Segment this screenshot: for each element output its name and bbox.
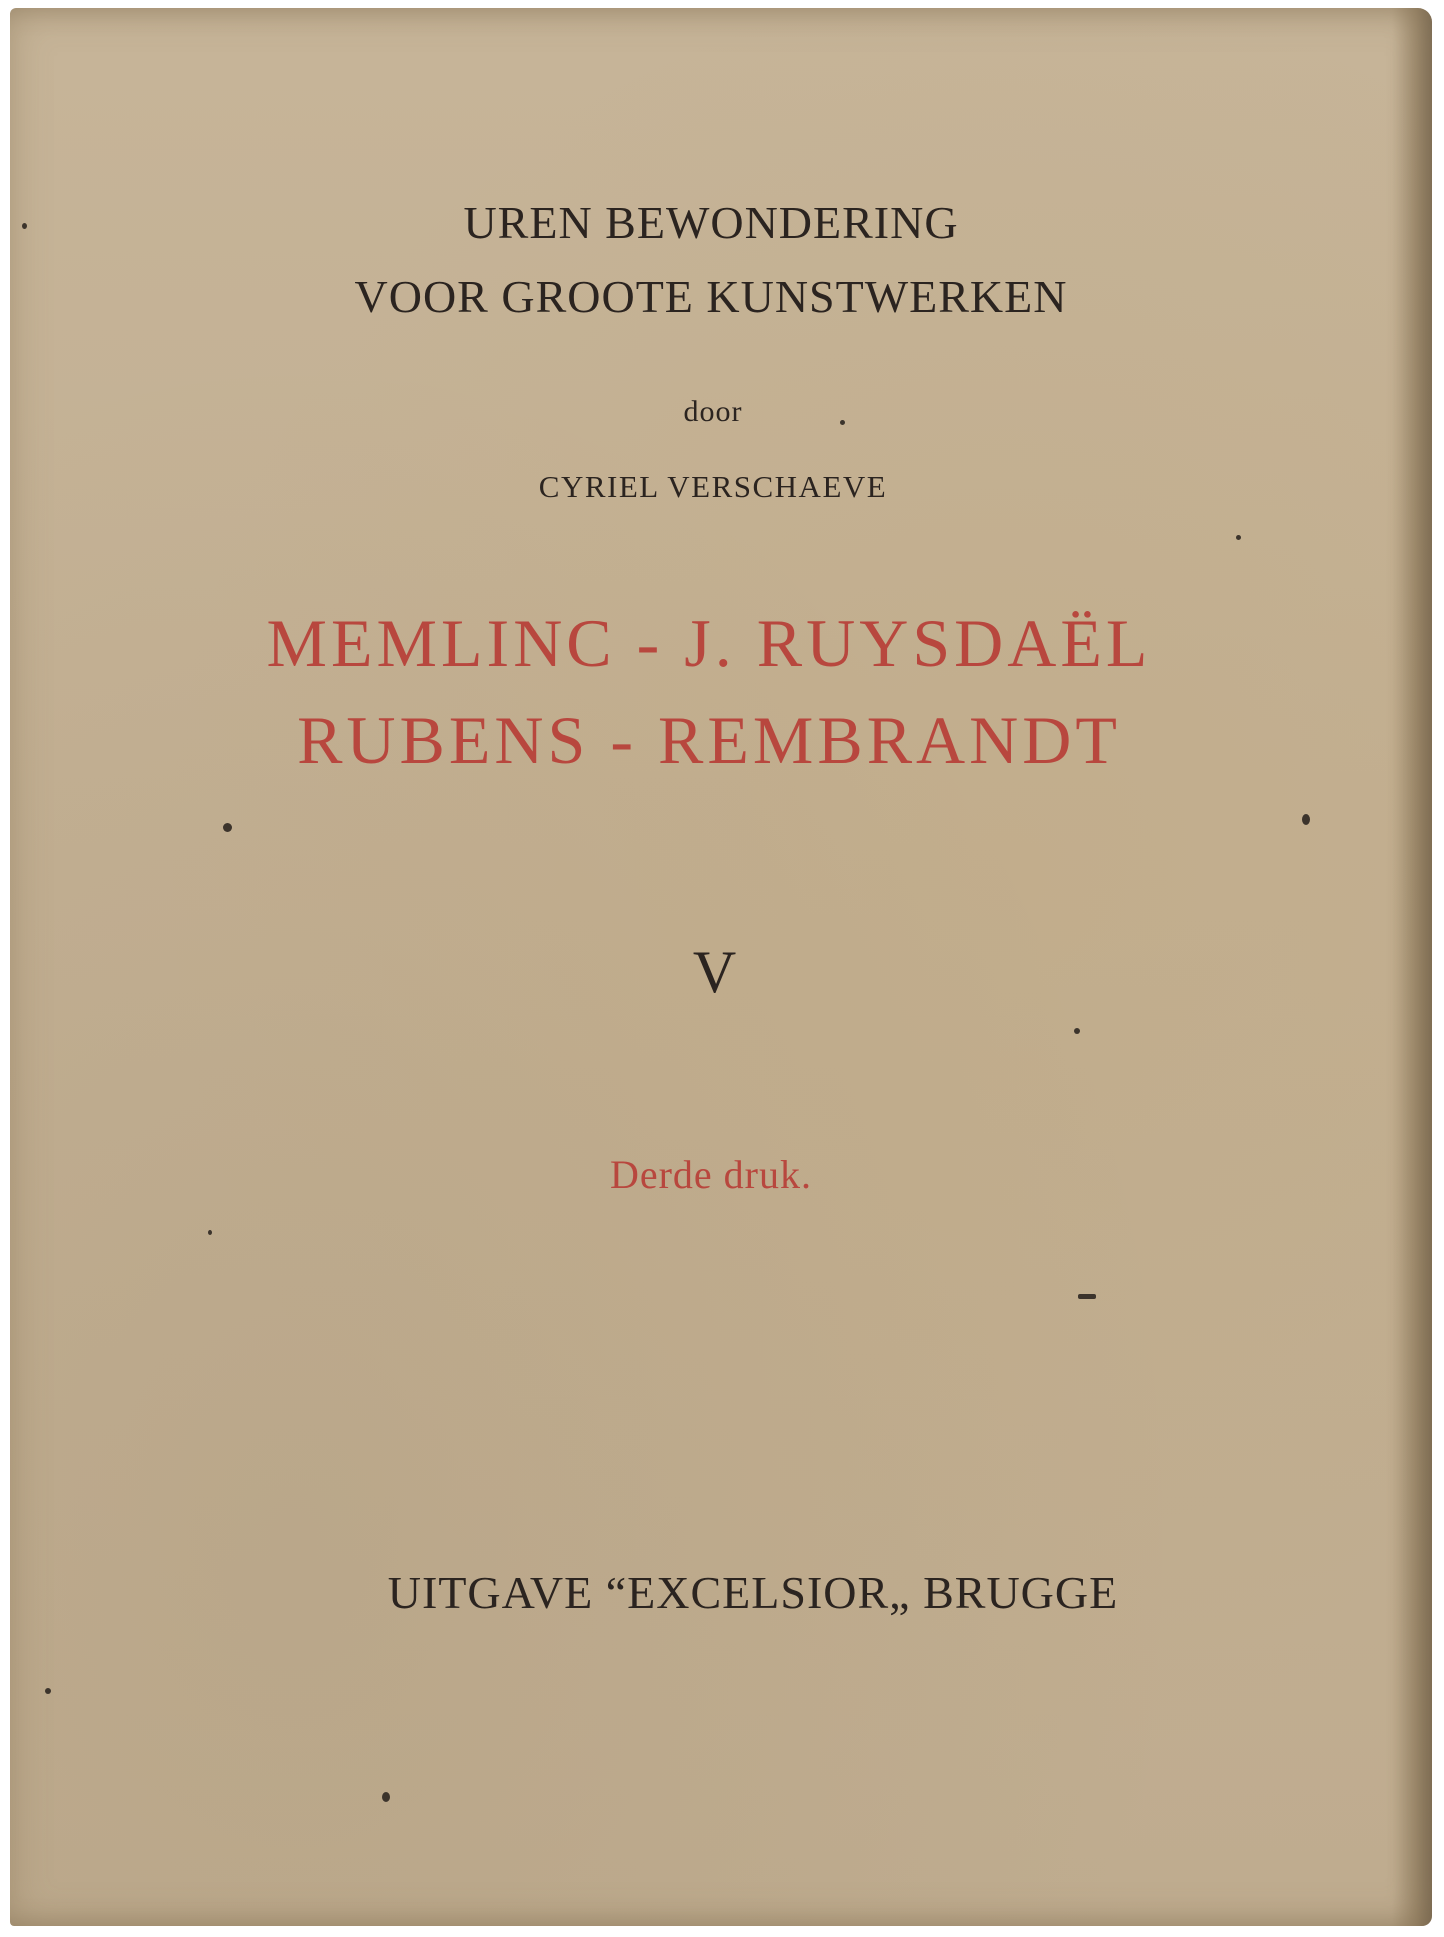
volume-number: V bbox=[692, 939, 738, 1005]
series-title-line-2: VOOR GROOTE KUNSTWERKEN bbox=[354, 271, 1068, 322]
paper-speck bbox=[382, 1792, 390, 1802]
author-name: CYRIEL VERSCHAEVE bbox=[538, 469, 888, 504]
paper-speck bbox=[1074, 1028, 1080, 1034]
paper-speck bbox=[840, 420, 845, 425]
paper-speck bbox=[208, 1230, 212, 1235]
paper-speck bbox=[45, 1688, 51, 1694]
paper-speck bbox=[223, 823, 232, 832]
edition-label: Derde druk. bbox=[609, 1152, 813, 1197]
paper-speck bbox=[1236, 535, 1241, 540]
paper-speck bbox=[1302, 814, 1310, 825]
paper-speck bbox=[22, 223, 27, 229]
book-cover bbox=[10, 8, 1432, 1926]
book-title-line-1: MEMLINC - J. RUYSDAËL bbox=[266, 605, 1152, 681]
book-title-line-2: RUBENS - REMBRANDT bbox=[297, 702, 1121, 778]
paper-speck bbox=[1078, 1294, 1096, 1299]
by-label: door bbox=[683, 395, 743, 428]
publisher-line: UITGAVE “EXCELSIOR„ BRUGGE bbox=[387, 1567, 1119, 1618]
series-title-line-1: UREN BEWONDERING bbox=[463, 197, 959, 248]
